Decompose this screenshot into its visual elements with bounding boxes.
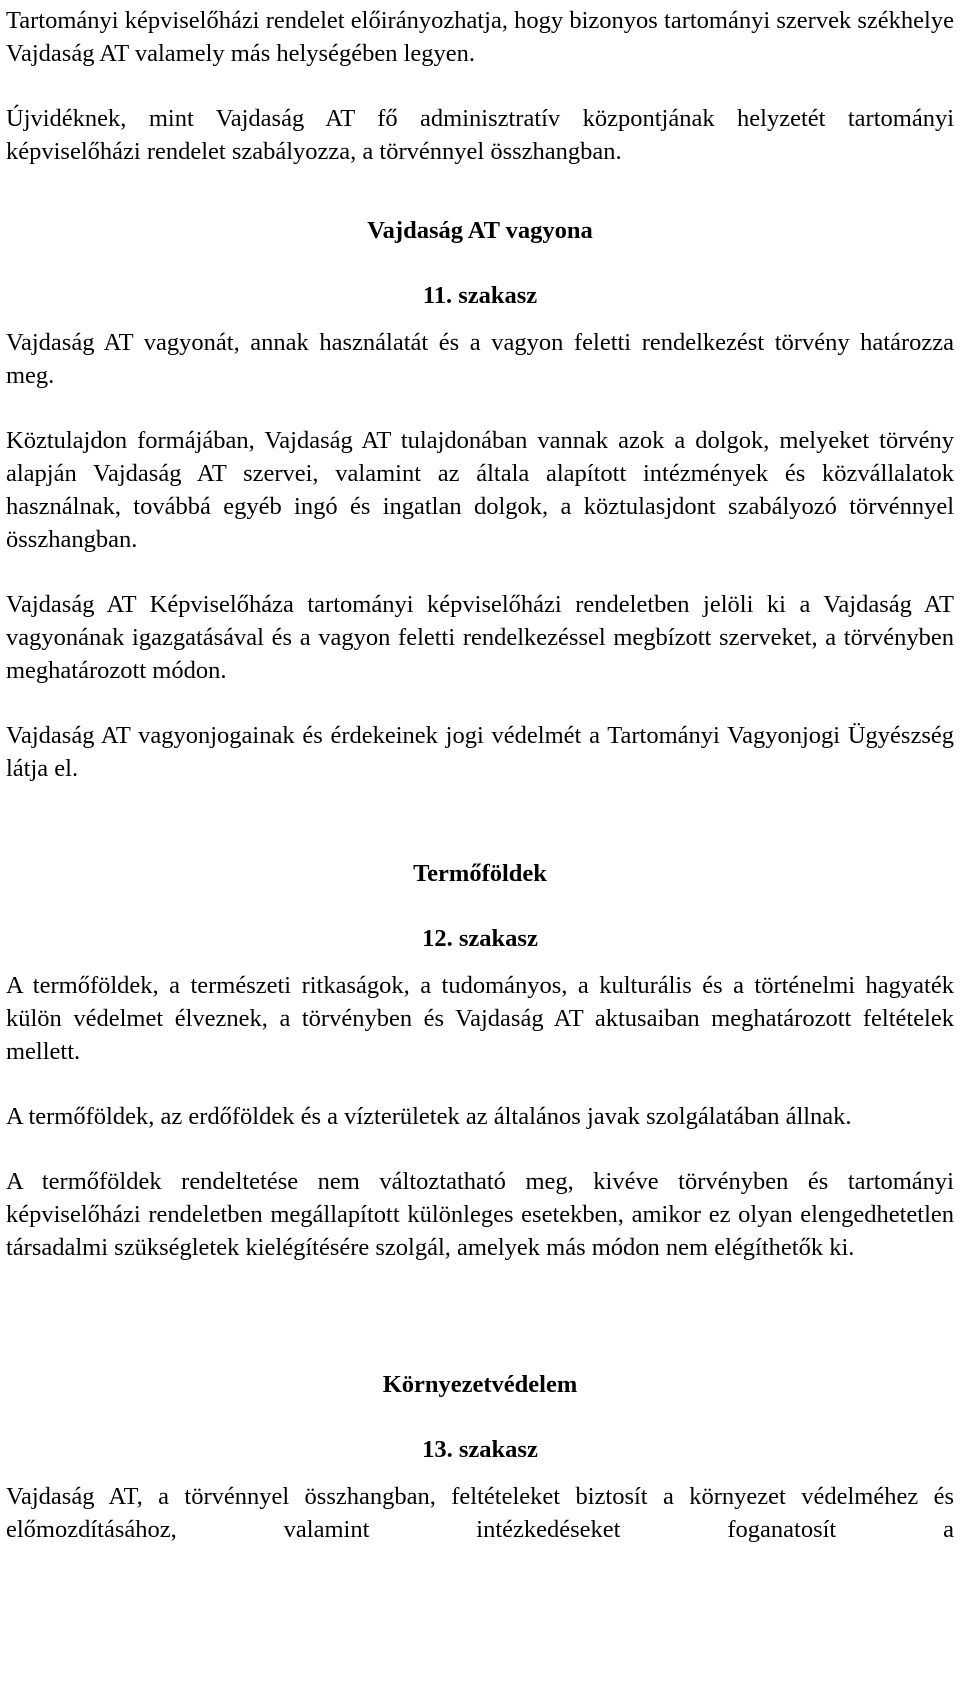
section-heading-environment: Környezetvédelem: [382, 1371, 578, 1398]
section-number-13: 13. szakasz: [422, 1436, 538, 1463]
paragraph-12-2: A termőföldek, az erdőföldek és a vízterületek az általános javak szolgálatában állnak.: [6, 1103, 852, 1130]
paragraph-12-1: A termőföldek, a természeti ritkaságok, a tudományos, a kulturális és a történelmi hagyaték külön védelmet élveznek, a törvényben és Vajdaság AT aktusaiban meghatározott feltételek mellett.: [6, 972, 954, 1065]
paragraph-11-4: Vajdaság AT vagyonjogainak és érdekeinek jogi védelmét a Tartományi Vagyonjogi Ügyészség látja el.: [6, 722, 954, 782]
paragraph-11-1: Vajdaság AT vagyonát, annak használatát és a vagyon feletti rendelkezést törvény határozza meg.: [6, 329, 954, 389]
paragraph-seat: Tartományi képviselőházi rendelet előirányozhatja, hogy bizonyos tartományi szervek székhelye Vajdaság AT valamely más helységében legyen.: [6, 7, 954, 67]
section-number-12: 12. szakasz: [422, 925, 538, 952]
paragraph-11-2: Köztulajdon formájában, Vajdaság AT tulajdonában vannak azok a dolgok, melyeket törvény alapján Vajdaság AT szervei, valamint az általa alapított intézmények és közvállalatok használnak, továbbá egyéb ingó és ingatlan dolgok, a köztulasjdont szabályozó törvénnyel összhangban.: [6, 427, 954, 553]
section-heading-property: Vajdaság AT vagyona: [367, 217, 593, 244]
section-number-11: 11. szakasz: [422, 282, 538, 309]
paragraph-11-3: Vajdaság AT Képviselőháza tartományi képviselőházi rendeletben jelöli ki a Vajdaság AT vagyonának igazgatásával és a vagyon feletti rendelkezéssel megbízott szerveket, a törvényben meghatározott módon.: [6, 591, 954, 684]
section-heading-farmland: Termőföldek: [413, 860, 547, 887]
paragraph-novi-sad: Újvidéknek, mint Vajdaság AT fő adminisztratív központjának helyzetét tartományi képviselőházi rendelet szabályozza, a törvénnyel összhangban.: [6, 105, 954, 165]
paragraph-13-1: Vajdaság AT, a törvénnyel összhangban, feltételeket biztosít a környezet védelméhez és előmozdításához, valamint intézkedéseket foganatosít a: [6, 1483, 954, 1543]
paragraph-12-3: A termőföldek rendeltetése nem változtatható meg, kivéve törvényben és tartományi képviselőházi rendeletben megállapított különleges esetekben, amikor ez olyan elengedhetetlen társadalmi szükségletek kielégítésére szolgál, amelyek más módon nem elégíthetők ki.: [6, 1168, 954, 1261]
